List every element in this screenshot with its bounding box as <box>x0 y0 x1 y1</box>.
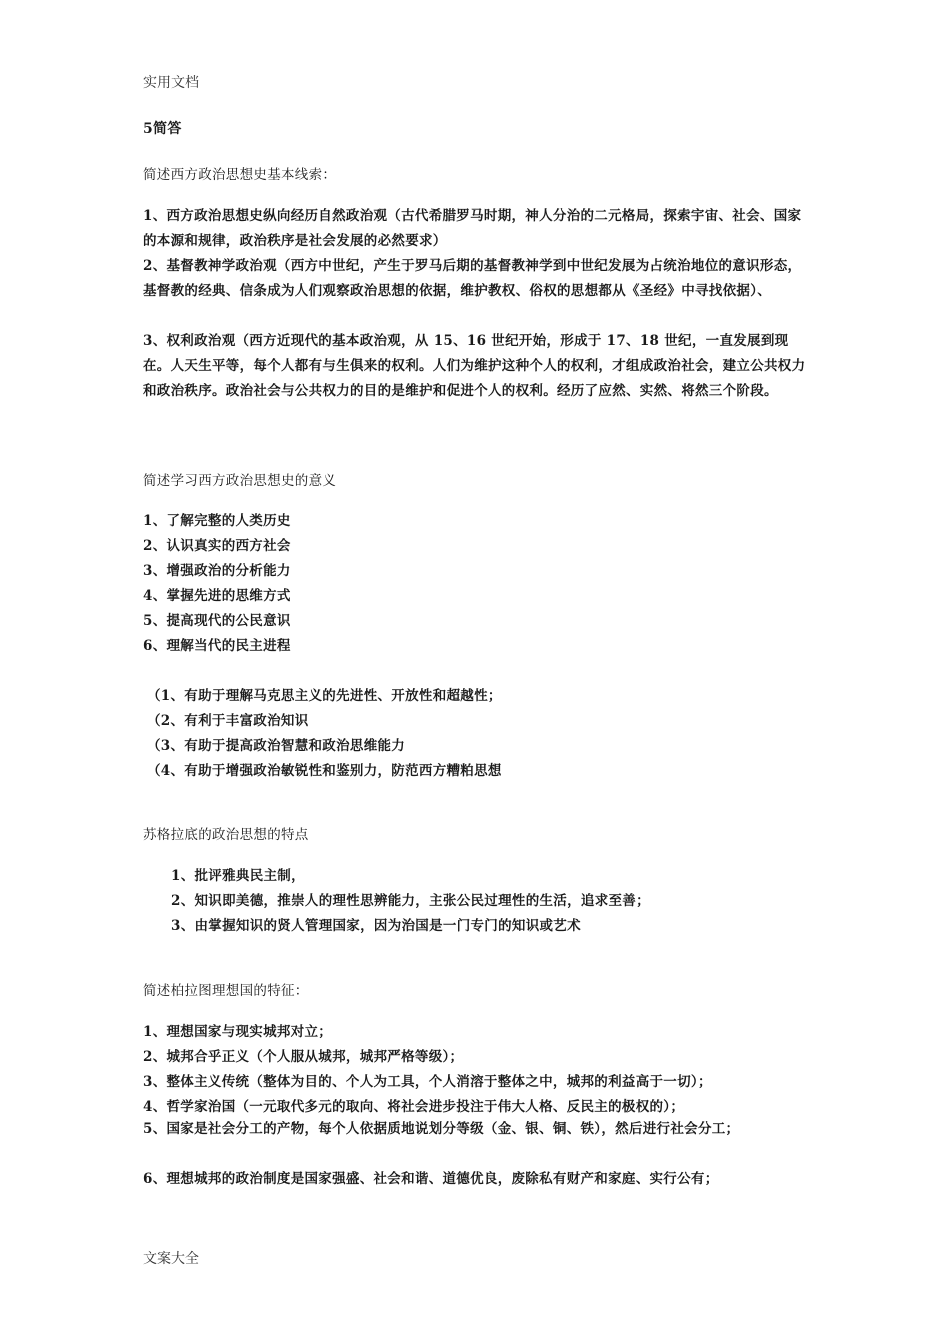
q4-item-3: 3、整体主义传统（整体为目的、个人为工具，个人消溶于整体之中，城邦的利益高于一切）； <box>143 1074 712 1090</box>
page-footer: 文案大全 <box>143 1251 199 1267</box>
q2-subitem-2: （2、有利于丰富政治知识 <box>147 713 309 729</box>
q1-item-2: 2、基督教神学政治观（西方中世纪，产生于罗马后期的基督教神学到中世纪发展为占统治地位的意识形态，基督教的经典、信条成为人们观察政治思想的依据，维护教权、俗权的思想都从《圣经》中寻找依据）、 <box>143 258 802 299</box>
q4-item-1: 1、理想国家与现实城邦对立； <box>143 1024 333 1040</box>
section-heading: 5简答 <box>143 121 182 137</box>
q1-item-1: 1、西方政治思想史纵向经历自然政治观（古代希腊罗马时期，神人分治的二元格局，探索宇宙、社会、国家的本源和规律，政治秩序是社会发展的必然要求） <box>143 208 802 249</box>
q2-subitem-4: （4、有助于增强政治敏锐性和鉴别力，防范西方糟粕思想 <box>147 763 502 779</box>
q3-title: 苏格拉底的政治思想的特点 <box>143 827 309 843</box>
q2-title: 简述学习西方政治思想史的意义 <box>143 473 337 489</box>
q4-item-4: 4、哲学家治国（一元取代多元的取向、将社会进步投注于伟大人格、反民主的极权的）； <box>143 1099 685 1115</box>
q2-subitem-1: （1、有助于理解马克思主义的先进性、开放性和超越性； <box>147 688 502 704</box>
q2-item-5: 5、提高现代的公民意识 <box>143 613 291 629</box>
q2-subitem-3: （3、有助于提高政治智慧和政治思维能力 <box>147 738 406 754</box>
q2-item-2: 2、认识真实的西方社会 <box>143 538 291 554</box>
q4-title: 简述柏拉图理想国的特征： <box>143 983 309 999</box>
q4-item-5: 5、国家是社会分工的产物，每个人依据质地说划分等级（金、银、铜、铁），然后进行社会分工； <box>143 1121 740 1137</box>
q2-item-1: 1、了解完整的人类历史 <box>143 513 291 529</box>
q2-item-4: 4、掌握先进的思维方式 <box>143 588 291 604</box>
q3-item-3: 3、由掌握知识的贤人管理国家，因为治国是一门专门的知识或艺术 <box>171 918 581 934</box>
q3-item-2: 2、知识即美德，推崇人的理性思辨能力，主张公民过理性的生活，追求至善； <box>171 893 650 909</box>
page-header: 实用文档 <box>143 75 199 91</box>
q1-item-3: 3、权利政治观（西方近现代的基本政治观，从 15、16 世纪开始，形成于 17、18 世纪，一直发展到现在。人天生平等，每个人都有与生俱来的权利。人们为维护这种个人的权利，才组成政治社会，建立公共权力和政治秩序。政治社会与公共权力的目的是维护和促进个人的权利。经历了应然、实然、将然三个阶段。 <box>143 333 806 399</box>
q2-item-6: 6、理解当代的民主进程 <box>143 638 291 654</box>
q1-title: 简述西方政治思想史基本线索： <box>143 167 337 183</box>
q4-item-6: 6、理想城邦的政治制度是国家强盛、社会和谐、道德优良，废除私有财产和家庭、实行公有； <box>143 1171 719 1187</box>
q3-item-1: 1、批评雅典民主制， <box>171 868 305 884</box>
q4-item-2: 2、城邦合乎正义（个人服从城邦，城邦严格等级）； <box>143 1049 464 1065</box>
q2-item-3: 3、增强政治的分析能力 <box>143 563 291 579</box>
